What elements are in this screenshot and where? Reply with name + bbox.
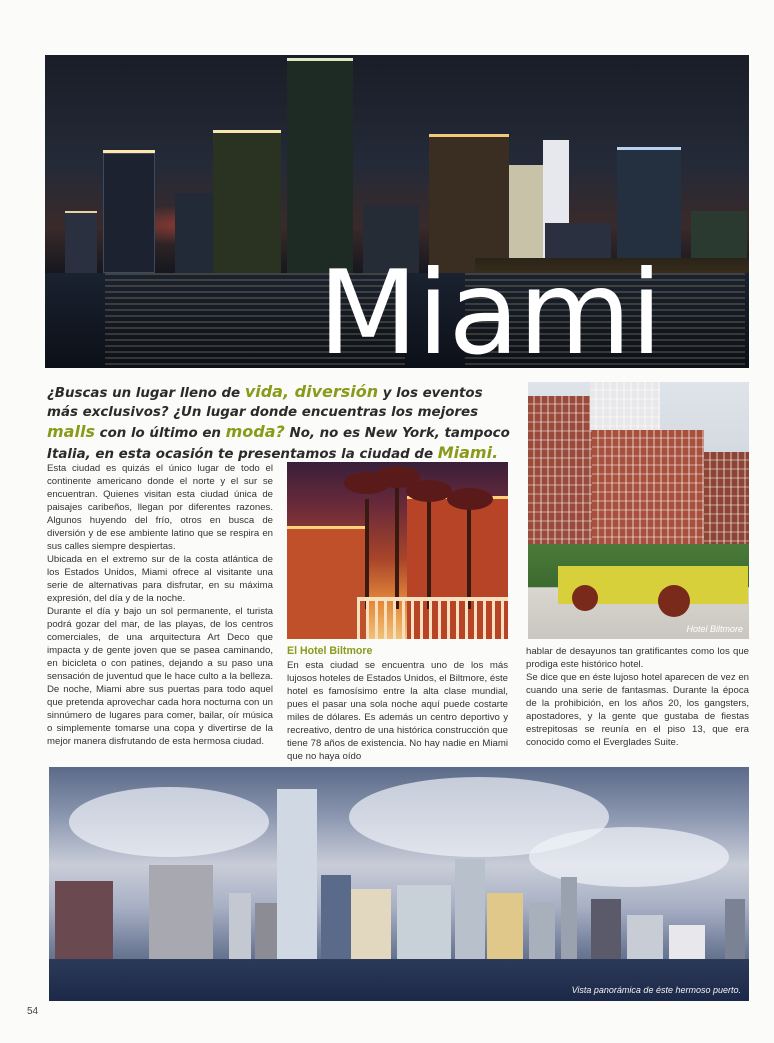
photo-building — [704, 452, 749, 552]
palm-crown — [447, 488, 493, 510]
photo-building — [592, 430, 704, 550]
section-heading: El Hotel Biltmore — [287, 645, 373, 657]
building — [65, 211, 97, 273]
building — [455, 859, 485, 959]
intro-highlight: Miami. — [437, 443, 499, 462]
paragraph: hablar de desayunos tan gratificantes como los que prodiga este histórico hotel. — [526, 646, 749, 670]
building — [175, 193, 215, 273]
hero-title: Miami — [318, 256, 662, 368]
building — [321, 875, 351, 959]
cloud — [529, 827, 729, 887]
sculpture-ball — [572, 585, 598, 611]
paragraph: Esta ciudad es quizás el único lugar de todo el continente americano donde el norte y el sur se encuentran. Quienes visitan esta ciudad única de paisajes caribeños, llegan por diferentes razones. Algunos huyendo del frío, otros en busca de diversión y de ese ambiente latino que se respira en sus calles siempre despiertas. — [47, 463, 273, 552]
biltmore-photo — [528, 382, 749, 639]
photo-building — [528, 396, 592, 546]
balustrade — [357, 597, 508, 639]
building — [149, 865, 213, 959]
building — [617, 147, 681, 273]
body-column-right — [526, 645, 749, 749]
intro-lead — [47, 382, 517, 464]
hotel-night-photo — [287, 462, 508, 639]
palm-trunk — [395, 479, 399, 609]
palm-trunk — [467, 504, 471, 609]
intro-text: ¿Buscas un lugar lleno de — [47, 386, 245, 401]
paragraph: Durante el día y bajo un sol permanente, el turista podrá gozar del mar, de las playas, de los centros comerciales, de una arquitectura Art Deco que impacta y de gente joven que se pasea caminando, en bicicleta o con patines, dejando a su paso una sensación de juventud que le hace culto a la belleza. De noche, Miami abre sus puertas para todo aquel que pretenda aprovechar cada hora nocturna con un sinnúmero de lugares para comer, bailar, oír música o simplemente tomarse una copa y divertirse de la mejor manera disfrutando de esta hermosa ciudad. — [47, 606, 273, 747]
building — [429, 134, 509, 273]
page-number: 54 — [27, 1006, 39, 1017]
paragraph: En esta ciudad se encuentra uno de los más lujosos hoteles de Estados Unidos, el Biltmore, éste hotel es famosísimo entre la alta clase mundial, pues el pasar una sola noche aquí puede costarte miles de dólares. Es además un centro deportivo y recreativo, dentro de una histórica construcción que tiene 78 años de existencia. No hay nadie en Miami que no haya oído — [287, 660, 508, 762]
building — [725, 899, 745, 959]
paragraph: Se dice que en éste lujoso hotel aparecen de vez en cuando una serie de fantasmas. Durante la época de la prohibición, en los años 20, los gangsters, apostadores, y la gente que gustaba de fiestas estrepitosas se reunía en el piso 13, que era conocido como el Everglades Suite. — [526, 672, 749, 748]
photo-building — [287, 526, 367, 639]
intro-highlight: malls — [47, 422, 95, 441]
building — [277, 789, 317, 959]
paragraph: Ubicada en el extremo sur de la costa atlántica de los Estados Unidos, Miami ofrece al visitante una serie de alternativas para disfrutar, en su máxima expresión, del día y de la noche. — [47, 554, 273, 604]
building — [351, 889, 391, 959]
building — [229, 893, 251, 959]
building — [287, 58, 353, 273]
building — [627, 915, 663, 959]
photo-caption: Hotel Biltmore — [686, 624, 743, 634]
intro-highlight: moda? — [225, 422, 285, 441]
body-column-left — [47, 462, 273, 748]
intro-text: No, no es New York, tampoco Italia, en esta ocasión te presentamos la ciudad de — [47, 426, 510, 462]
intro-highlight: vida, diversión — [244, 382, 379, 401]
sculpture-ball — [658, 585, 690, 617]
palm-crown — [406, 480, 452, 502]
intro-text: y los eventos más exclusivos? ¿Un lugar donde encuentras los mejores — [47, 386, 483, 420]
photo-building — [590, 382, 660, 430]
building — [255, 903, 277, 959]
intro-text: con lo último en — [94, 426, 226, 441]
cloud — [69, 787, 269, 857]
palm-trunk — [427, 494, 431, 609]
body-column-middle — [287, 645, 508, 763]
building — [561, 877, 577, 959]
palm-trunk — [365, 499, 369, 609]
building — [397, 885, 451, 959]
panorama-photo — [49, 767, 749, 1001]
building — [669, 925, 705, 959]
building — [591, 899, 621, 959]
photo-caption: Vista panorámica de éste hermoso puerto. — [571, 985, 741, 995]
building — [213, 130, 281, 273]
building — [103, 150, 155, 273]
building — [55, 881, 113, 959]
building — [487, 893, 523, 959]
building — [529, 903, 555, 959]
